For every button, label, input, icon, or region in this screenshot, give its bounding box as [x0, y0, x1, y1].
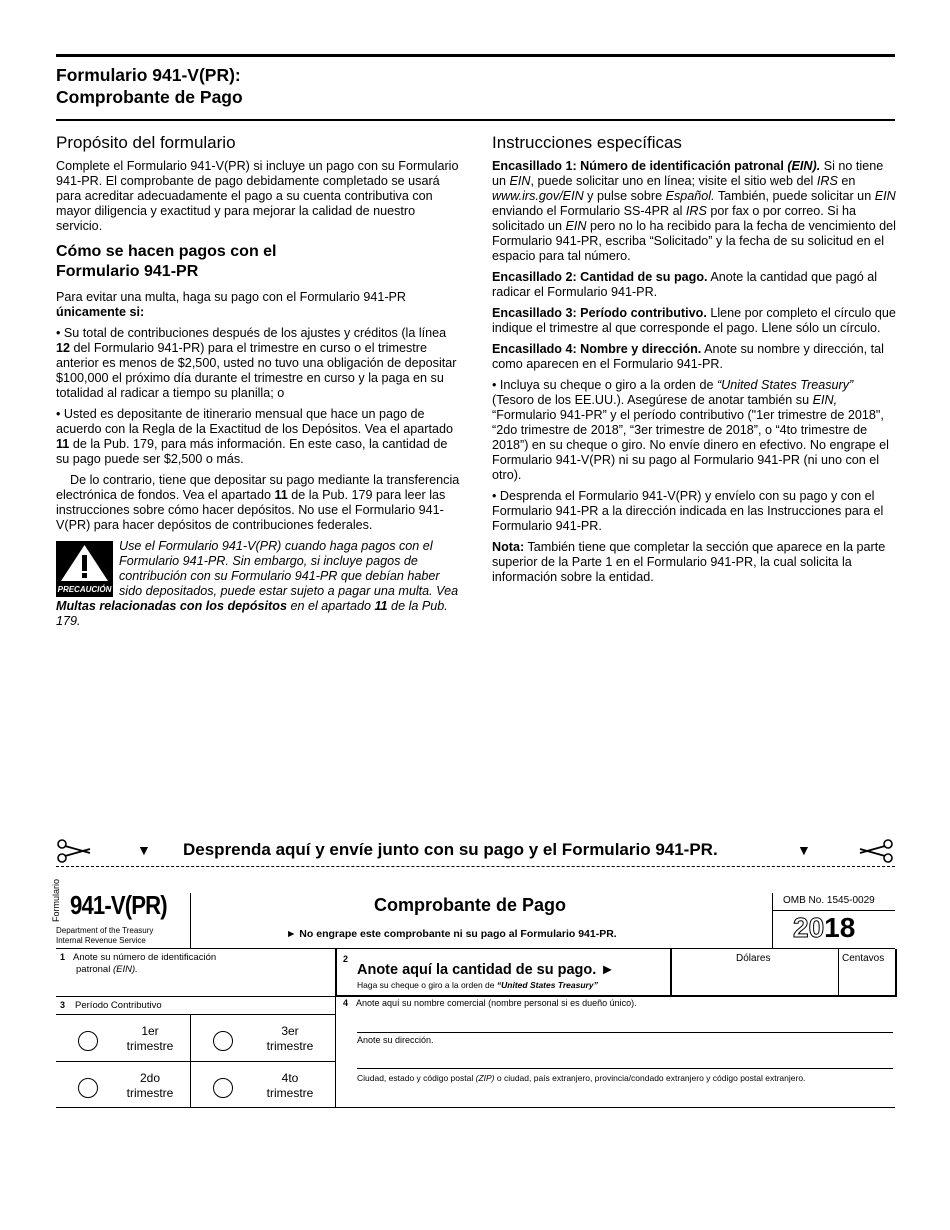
box2-number: 2	[343, 954, 349, 964]
left-column	[56, 133, 460, 629]
no-engrape-note: ► No engrape este comprobante ni su pago al Formulario 941-PR.	[286, 928, 617, 940]
cents-divider	[838, 949, 839, 995]
box3-header-rule	[56, 1014, 335, 1015]
tax-year: 2018	[793, 912, 856, 943]
box2-title: Anote aquí la cantidad de su pago. ►	[357, 962, 615, 978]
box3-right-vrule	[335, 996, 336, 1108]
voucher-title: Comprobante de Pago	[374, 895, 567, 915]
city-input[interactable]	[357, 1086, 893, 1106]
caution-icon	[56, 541, 113, 597]
quarter-4-radio[interactable]	[213, 1078, 233, 1098]
cut-line-text: Desprenda aquí y envíe junto con su pago y el Formulario 941-PR.	[183, 840, 718, 859]
encasillado-4: Encasillado 4: Nombre y dirección. Anote su nombre y dirección, tal como aparecen en el Formulario 941-PR.	[492, 342, 884, 371]
business-name-input[interactable]	[357, 1012, 893, 1032]
paragraph-evitar: Para evitar una multa, haga su pago con el Formulario 941-PR únicamente si:	[56, 290, 407, 319]
nota: Nota: También tiene que completar la sección que aparece en la parte superior de la Parte 1 en el Formulario 941-PR, la cual solicita la información sobre la entidad.	[492, 540, 886, 584]
voucher-bottom-rule	[56, 1107, 895, 1108]
paragraph-proposito: Complete el Formulario 941-V(PR) si incluye un pago con su Formulario 941-PR. El comprobante de pago debidamente completado se usará para acreditar adecuadamente el pago a su cuenta contributiva con mayor diligencia y exactitud y para mejorar la calidad de nuestro servicio.	[56, 159, 459, 233]
dolares-label: Dólares	[736, 953, 771, 964]
city-label: Ciudad, estado y código postal (ZIP) o ciudad, país extranjero, provincia/condado extranjero y código postal extranjero.	[357, 1073, 806, 1083]
bullet-cheque: • Incluya su cheque o giro a la orden de “United States Treasury” (Tesoro de los EE.UU.). Asegúrese de anotar también su EIN, “Formulario 941-PR” y el período contributivo ("1er trimestre de 2018", “2do trimestre de 2018”, “3er trimestre de 2018”, o “4to trimestre de 2018”) en su cheque o giro. No envíe dinero en efectivo. No engrape el Formulario 941-V(PR) ni su pago al Formulario 941-PR (ni uno con el otro).	[492, 378, 889, 482]
quarter-2-radio[interactable]	[78, 1078, 98, 1098]
encasillado-2: Encasillado 2: Cantidad de su pago. Anote la cantidad que pagó al radicar el Formulario 941-PR.	[492, 270, 878, 299]
box3-label: 3 Período Contributivo	[60, 1000, 162, 1011]
omb-number: OMB No. 1545-0029	[783, 895, 875, 906]
encasillado-1: Encasillado 1: Número de identificación patronal (EIN). Si no tiene un EIN, puede solicitar uno en línea; visite el sitio web del IRS en www.irs.gov/EIN y pulse sobre Español. También, puede solicitar un EIN enviando el Formulario SS-4PR al IRS por fax o por correo. Si ha solicitado un EIN pero no lo ha recibido para la fecha de vencimiento del Formulario 941-PR, escriba “Solicitado” y la fecha de su solicitud en el espacio para tal número.	[492, 159, 896, 263]
encasillado-3: Encasillado 3: Período contributivo. Llene por completo el círculo que indique el trimestre al que corresponde el pago. Llene sólo un círculo.	[492, 306, 896, 335]
formulario-vertical-label: Formulario	[51, 878, 61, 922]
heading-proposito: Propósito del formulario	[56, 133, 236, 152]
quarter-2-label: 2do trimestre	[126, 1071, 174, 1100]
address-line	[357, 1068, 893, 1069]
address-input[interactable]	[357, 1048, 893, 1068]
caution-note: PRECAUCIÓN Use el Formulario 941-V(PR) cuando haga pagos con el Formulario 941-PR. Sin embargo, si incluye pagos de contribución con su Formulario 941-PR que debían haber sido depositados, puede estar sujeto a pagar una multa. Vea Multas relacionadas con los depósitos en el apartado 11 de la Pub. 179.	[56, 539, 459, 628]
address-label: Anote su dirección.	[357, 1035, 434, 1045]
scissors-left-icon	[56, 838, 92, 864]
voucher-header-divider-right	[772, 893, 773, 948]
quarter-3-label: 3er trimestre	[266, 1024, 314, 1053]
box1-label: 1 Anote su número de identificación patronal (EIN).	[60, 952, 217, 975]
quarter-3-radio[interactable]	[213, 1031, 233, 1051]
name-line	[357, 1032, 893, 1033]
dollars-divider	[670, 949, 672, 995]
cut-dashed-line	[56, 866, 895, 867]
header-rule	[56, 119, 895, 121]
box3-top-rule	[56, 996, 335, 997]
cut-arrow-right-icon: ▼	[797, 842, 811, 858]
dept-treasury: Department of the Treasury Internal Revenue Service	[56, 926, 154, 945]
bullet-desprenda: • Desprenda el Formulario 941-V(PR) y envíelo con su pago y con el Formulario 941-PR a la dirección indicada en las Instrucciones para el Formulario 941-PR.	[492, 489, 884, 533]
heading-como: Cómo se hacen pagos con el Formulario 941-PR	[56, 243, 277, 280]
quarter-1-label: 1er trimestre	[126, 1024, 174, 1053]
caution-label: PRECAUCIÓN	[57, 585, 112, 594]
box4-label: 4 Anote aquí su nombre comercial (nombre personal si es dueño único).	[343, 998, 637, 1008]
box2-subtitle: Haga su cheque o giro a la orden de “United States Treasury”	[357, 980, 598, 990]
cut-arrow-left-icon: ▼	[137, 842, 151, 858]
paragraph-deposito: De lo contrario, tiene que depositar su pago mediante la transferencia electrónica de fondos. Vea el apartado 11 de la Pub. 179 para leer las instrucciones sobre cómo hacer depósitos. No use el Formulario 941-V(PR) para hacer depósitos de contribuciones federales.	[56, 473, 460, 532]
right-column	[492, 133, 896, 591]
bullet-2: • Usted es depositante de itinerario mensual que hace un pago de acuerdo con la Regla de la Exactitud de los Depósitos. Vea el apartado 11 de la Pub. 179, para más información. En este caso, la cantidad de su pago puede ser $2,500 o más.	[56, 407, 453, 466]
cents-input[interactable]	[841, 966, 891, 992]
voucher-form-number: 941-V(PR)	[70, 890, 167, 920]
quarter-4-label: 4to trimestre	[266, 1071, 314, 1100]
heading-instrucciones: Instrucciones específicas	[492, 133, 682, 152]
top-rule	[56, 54, 895, 57]
centavos-label: Centavos	[842, 953, 885, 964]
page-title: Formulario 941-V(PR): Comprobante de Pago	[56, 65, 243, 107]
bullet-1: • Su total de contribuciones después de los ajustes y créditos (la línea 12 del Formulario 941-PR) para el trimestre en curso o el trimestre anterior es menos de $2,500, usted no tuvo una obligación de depositar $100,000 el próximo día durante el trimestre en curso y la paga en su totalidad al radicar a tiempo su planilla; o	[56, 326, 457, 400]
scissors-right-icon	[858, 838, 894, 864]
quarter-1-radio[interactable]	[78, 1031, 98, 1051]
omb-rule	[772, 910, 895, 911]
dollars-input[interactable]	[674, 966, 836, 992]
box3-mid-hrule	[56, 1061, 335, 1062]
voucher-header-divider-left	[190, 893, 191, 948]
ein-input[interactable]	[60, 976, 330, 994]
